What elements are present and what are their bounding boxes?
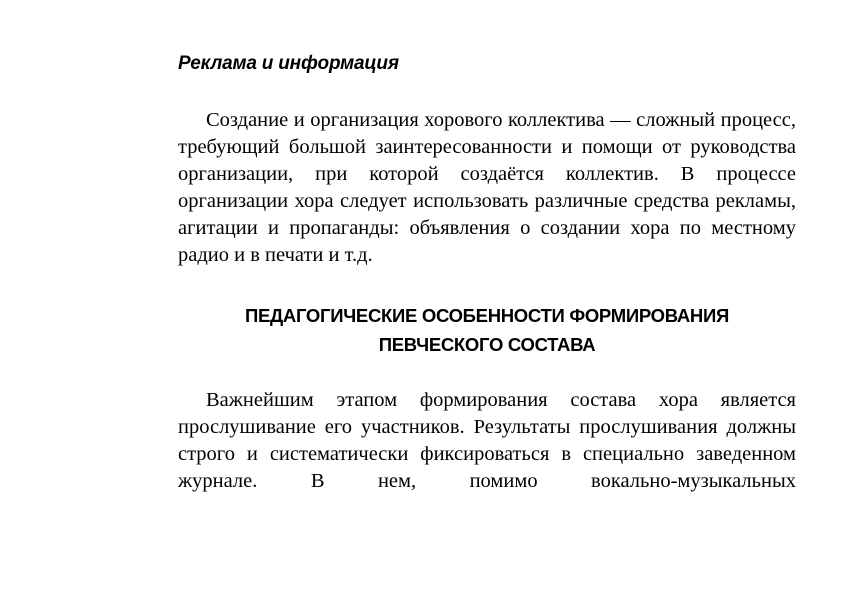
chapter-heading-line-2: ПЕВЧЕСКОГО СОСТАВА: [378, 334, 596, 355]
audition-paragraph: Важнейшим этапом формирования состава хора является прослушивание его участников. Результаты прослушивания должны строго и систематически фиксироваться в специально заведенном журнале. В нем, помимо вокально-музыкальных: [178, 389, 796, 492]
chapter-heading-line-1: ПЕДАГОГИЧЕСКИЕ ОСОБЕННОСТИ ФОРМИРОВАНИЯ: [245, 305, 729, 326]
section-title: Реклама и информация: [178, 53, 399, 74]
text-column: [178, 52, 796, 495]
advertising-paragraph: Создание и организация хорового коллектива — сложный процесс, требующий большой заинтересованности и помощи от руководства организации, при которой создаётся коллектив. В процессе организации хора следует использовать различные средства рекламы, агитации и пропаганды: объявления о создании хора по местному радио и в печати и т.д.: [178, 109, 796, 266]
chapter-heading: [178, 301, 796, 359]
